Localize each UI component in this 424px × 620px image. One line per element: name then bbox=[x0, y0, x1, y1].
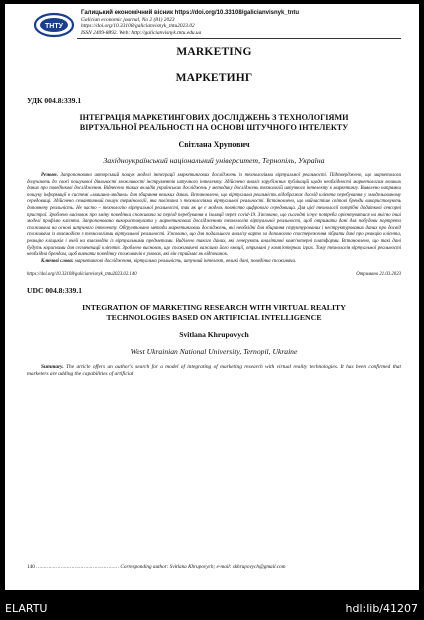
page-number: 140 bbox=[27, 564, 35, 570]
udc-en: UDC 004.8:339.1 bbox=[27, 286, 83, 296]
journal-issn: ISSN 2409-8892. Web: http://galicianvisnyk.tntu.edu.ua bbox=[81, 29, 202, 36]
abstract-ua bbox=[27, 173, 401, 259]
doi-row bbox=[27, 272, 401, 277]
received-date: Отримано 21.03.2023 bbox=[356, 272, 401, 278]
affiliation-ua: Західноукраїнський національний університет, Тернопіль, Україна bbox=[103, 156, 325, 165]
handle-id[interactable]: hdl:lib/41207 bbox=[345, 602, 418, 615]
journal-title-en: Galician economic journal, No 2 (81) 2023 bbox=[81, 16, 175, 23]
page-footer bbox=[27, 564, 401, 570]
affiliation-en: West Ukrainian National University, Ternopil, Ukraine bbox=[130, 346, 298, 356]
udc-ua: УДК 004.8:339.1 bbox=[27, 96, 82, 105]
journal-page bbox=[5, 4, 419, 590]
corresponding-author: ……………………………………………… Corresponding author: Svitlana Khrupovych; e-mail: skhrupovych@gmail.com bbox=[36, 564, 286, 570]
svg-text:ТНТУ: ТНТУ bbox=[45, 23, 63, 30]
section-title-en: MARKETING bbox=[176, 46, 252, 58]
header-text bbox=[81, 10, 299, 36]
abstract-text: Запропоновано авторський пошук моделі інтеграції маркетингових досліджень із технологіями віртуальної реальності. Підтверджено, що маркетологи долучають до своєї пошукової діяльності можливості інструментів штучного інтелекту. Здійснено аналіз зарубіжних публікацій щодо необхідності маркетологам великих даних про поведінкові дослідження. Віднесено таких вкладів українських досліджень у методику досліджень технологій штучного інтелекту в маркетингу. Виявлено напрямки пошуку інформації в системі «машина-людина» для збирання великих даних. Встановлено, що віртуальна реальність відображає досвід клієнта перебування у змодельованому середовищі. Здійснено семантичний пошук термінології, яка пов'язана з технологіями віртуальної реальності. Встановлено, що найчастіше світові бренди використовують доповнену реальність. Не часто – технологію віртуальної реальності, так як це є модель повністю цифрового середовища. Для цієї технології потрібні додаткові сенсорні пристрої. Зроблено висновок про зміну поведінки споживача за період перебування в ізоляції через covid-19. З'ясовано, що сьогодні існує потреба орієнтуватися на якісно інші моделі профілю клієнта. Запропоновано використовувати у маркетингових дослідженнях технологію віртуальної реальності, щоб отримати дані для побудови портрета споживача на основі штучного інтелекту. Обґрунтовано методи маркетингових досліджень, які необхідні для збирання структурованих і неструктурованих даних про досвід споживача із взаємодією з технологіями віртуальної реальності. З'ясовано, що для подальшого аналізу варто за допомогою спостереження зібрати дані про реакцію клієнта, реакцію кліщиків і очей на взаємодію із віртуальними предметами. Виділено такого даних, які генерують аналітичні комп'ютерні платформи. Встановлено, що такі дані будуть корисними для сегментації клієнтів. Зроблено висновок, що споживачеві важливо його емоції, отримані у комп'ютерних іграх. Тому технологія віртуальної реальності необхідна брендам, щоб вивчати поведінку споживачів в умовах, які він сприймає як відпочинок. bbox=[27, 173, 401, 258]
keywords-lead: Ключові слова: bbox=[41, 258, 74, 264]
summary-en bbox=[27, 364, 401, 378]
author-ua: Світлана Хрупович bbox=[178, 140, 250, 149]
journal-doi[interactable]: https://doi.org/10.33108/galicianvisnyk_tntu2023.02 bbox=[81, 23, 195, 30]
summary-text: The article offers an author's search for a model of integrating of marketing research with virtual reality technologies. It has been confirmed that marketers are adding the capabilities of artificial bbox=[27, 363, 401, 377]
journal-header bbox=[33, 10, 401, 40]
journal-title-ua: Галицький економічний вісник https://doi.org/10.33108/galicianvisnyk_tntu bbox=[81, 10, 300, 16]
summary-lead: Summary. bbox=[41, 363, 64, 370]
article-title-ua: ІНТЕГРАЦІЯ МАРКЕТИНГОВИХ ДОСЛІДЖЕНЬ З ТЕХНОЛОГІЯМИ ВІРТУАЛЬНОЇ РЕАЛЬНОСТІ НА ОСНОВІ ШТУЧНОГО ІНТЕЛЕКТУ bbox=[79, 113, 349, 132]
repository-name[interactable]: ELARTU bbox=[5, 602, 48, 615]
abstract-lead: Резюме. bbox=[41, 173, 58, 178]
article-title-en: INTEGRATION OF MARKETING RESEARCH WITH VIRTUAL REALITY TECHNOLOGIES BASED ON ARTIFICIAL INTELLIGENCE bbox=[82, 303, 346, 323]
keywords-text: маркетингові дослідження, віртуальна реальність, штучний інтелект, великі дані, поведінка споживача. bbox=[74, 258, 297, 264]
author-en: Svitlana Khrupovych bbox=[179, 329, 249, 339]
article-doi[interactable]: https://doi.org/10.33108/galicianvisnyk_tntu2023.02.140 bbox=[27, 272, 137, 278]
university-logo-icon bbox=[33, 10, 75, 40]
repository-bar bbox=[0, 597, 424, 620]
keywords-ua bbox=[27, 259, 401, 266]
header-divider bbox=[77, 38, 401, 41]
section-title-ua: МАРКЕТИНГ bbox=[175, 72, 253, 84]
